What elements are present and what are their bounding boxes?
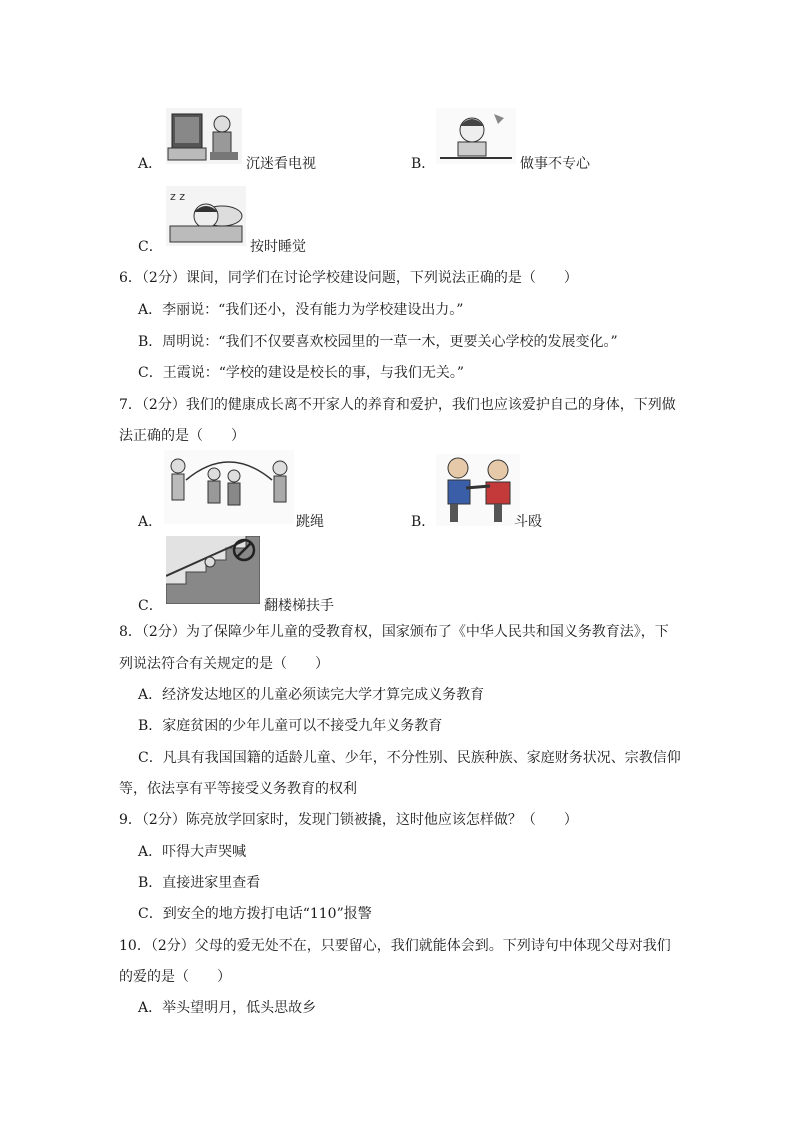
q8-option-b[interactable]: B．家庭贫困的少年儿童可以不接受九年义务教育	[138, 718, 443, 734]
q7-option-a-caption: 跳绳	[296, 514, 324, 530]
q7-option-b-image	[436, 454, 520, 526]
q5-option-b-image	[436, 108, 516, 164]
q6-option-a[interactable]: A．李丽说：“我们还小，没有能力为学校建设出力。”	[138, 302, 464, 318]
q5-option-c-caption: 按时睡觉	[250, 239, 306, 255]
q5-option-b-caption: 做事不专心	[520, 156, 590, 172]
q6-option-c[interactable]: C．王霞说：“学校的建设是校长的事，与我们无关。”	[138, 365, 465, 381]
q5-option-b-letter[interactable]: B．	[411, 156, 436, 172]
q8-stem-line1: 8．（2分）为了保障少年儿童的受教育权，国家颁布了《中华人民共和国义务教育法》，下	[119, 624, 669, 640]
q8-option-c-continued: 等，依法享有平等接受义务教育的权利	[119, 781, 357, 797]
q8-stem-line2: 列说法符合有关规定的是（ ）	[119, 656, 329, 672]
q8-option-a[interactable]: A．经济发达地区的儿童必须读完大学才算完成义务教育	[138, 687, 485, 703]
q10-stem-line2: 的爱的是（ ）	[119, 969, 231, 985]
q7-option-b-letter[interactable]: B．	[411, 514, 436, 530]
q10-option-a[interactable]: A．举头望明月，低头思故乡	[138, 1000, 317, 1016]
q6-stem: 6．（2分）课间，同学们在讨论学校建设问题，下列说法正确的是（ ）	[119, 270, 578, 286]
q7-stem-line2: 法正确的是（ ）	[119, 428, 245, 444]
q6-option-b[interactable]: B．周明说：“我们不仅要喜欢校园里的一草一木，更要关心学校的发展变化。”	[138, 334, 618, 350]
q7-option-c-letter[interactable]: C．	[138, 598, 163, 614]
q7-option-b-caption: 斗殴	[514, 514, 542, 530]
q7-option-a-image	[164, 450, 294, 524]
svg-text:z z: z z	[170, 190, 186, 203]
q7-option-c-image	[166, 536, 260, 604]
q7-stem-line1: 7．（2分）我们的健康成长离不开家人的养育和爱护，我们也应该爱护自己的身体，下列做	[119, 397, 676, 413]
q9-option-c[interactable]: C．到安全的地方拨打电话“110”报警	[138, 906, 372, 922]
q7-option-c-caption: 翻楼梯扶手	[264, 598, 334, 614]
q5-option-a-image	[166, 108, 242, 164]
q5-option-a-caption: 沉迷看电视	[246, 156, 316, 172]
q10-stem-line1: 10．（2分）父母的爱无处不在，只要留心，我们就能体会到。下列诗句中体现父母对我们	[119, 938, 671, 954]
q7-option-a-letter[interactable]: A．	[138, 514, 163, 530]
q9-option-a[interactable]: A．吓得大声哭喊	[138, 844, 247, 860]
q9-option-b[interactable]: B．直接进家里查看	[138, 875, 261, 891]
q5-option-c-image	[166, 186, 246, 246]
q8-option-c[interactable]: C．凡具有我国国籍的适龄儿童、少年，不分性别、民族种族、家庭财务状况、宗教信仰	[138, 750, 681, 766]
q5-option-a-letter[interactable]: A．	[138, 156, 163, 172]
q9-stem: 9．（2分）陈亮放学回家时，发现门锁被撬，这时他应该怎样做？（ ）	[119, 812, 578, 828]
q5-option-c-letter[interactable]: C．	[138, 239, 163, 255]
